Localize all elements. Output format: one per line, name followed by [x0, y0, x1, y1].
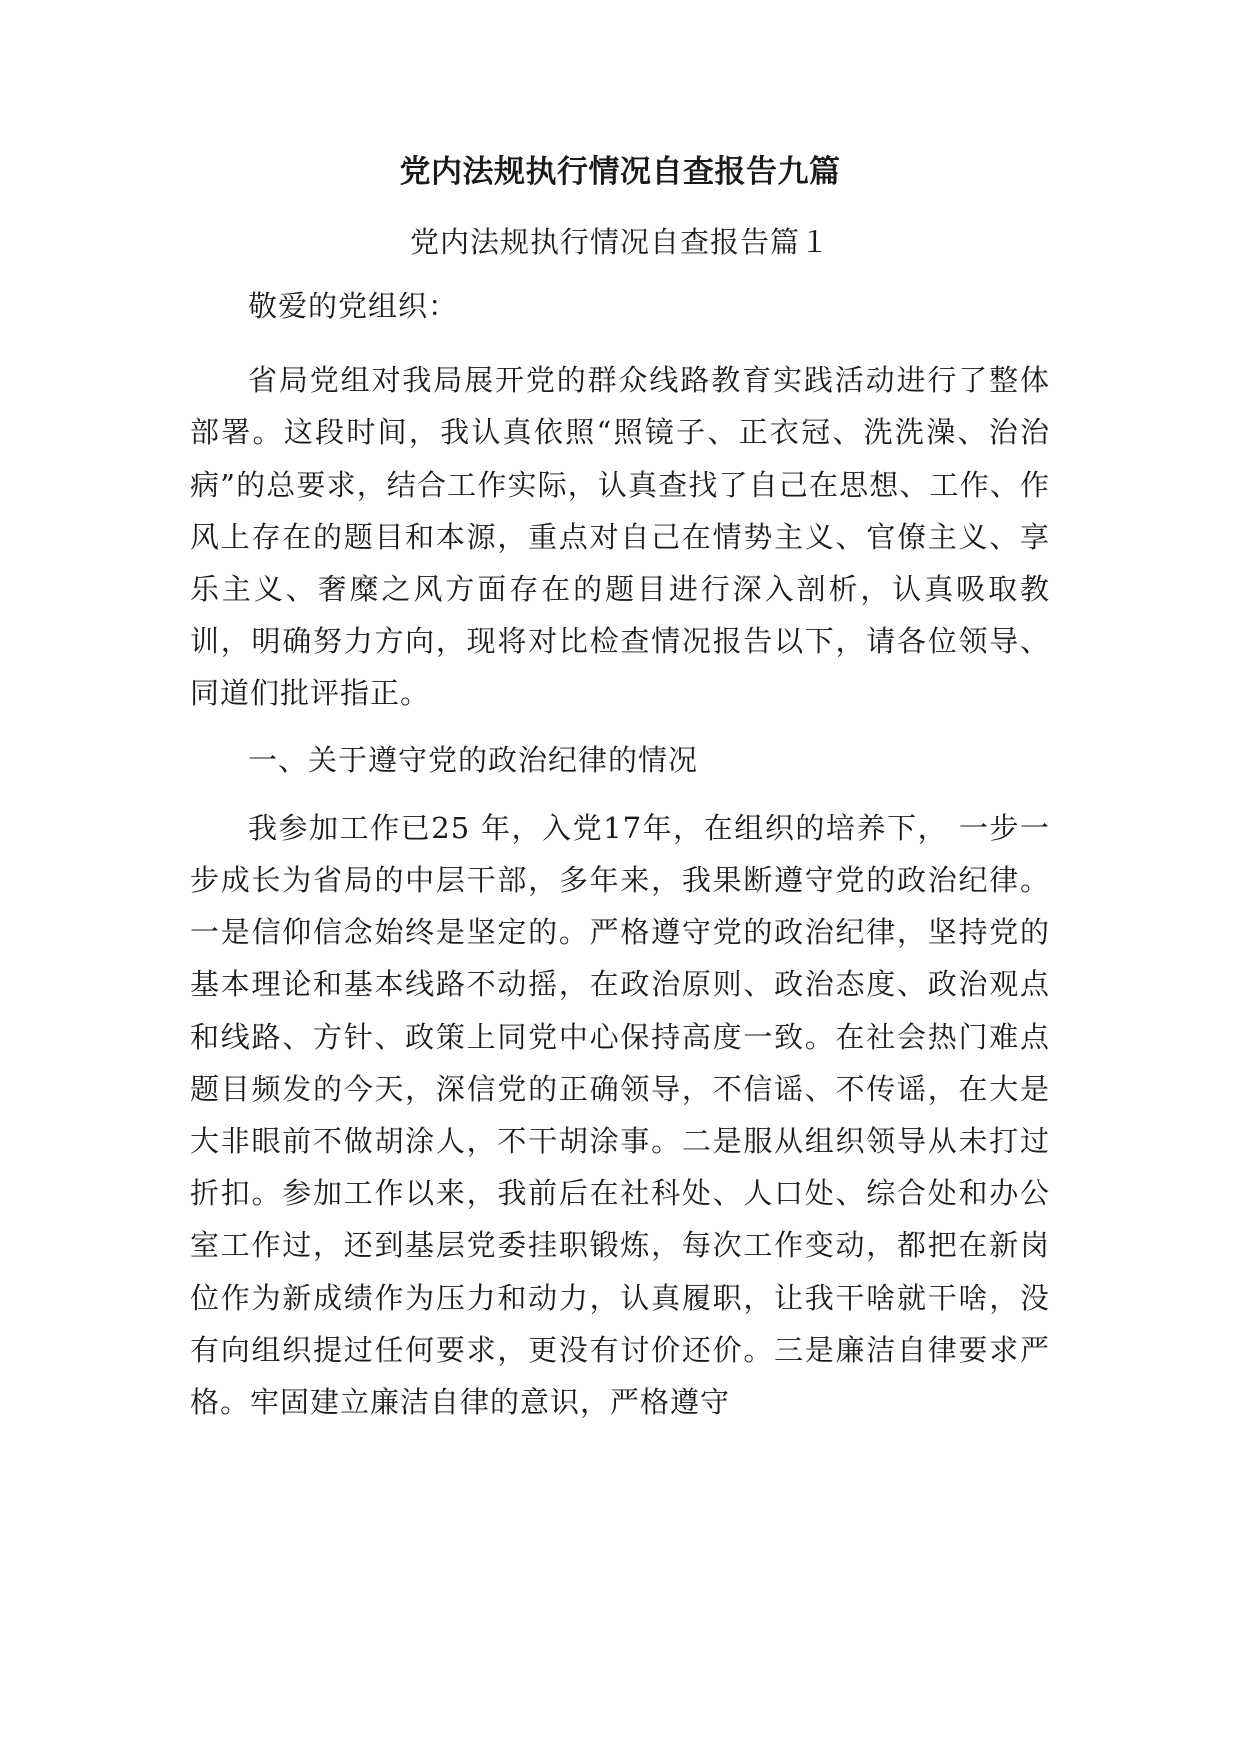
document-title: 党内法规执行情况自查报告九篇 — [399, 154, 841, 190]
salutation: 敬爱的党组织： — [248, 289, 459, 323]
document-body — [190, 280, 1050, 1442]
section-paragraph: 我参加工作已25 年，入党17年，在组织的培养下， 一步一步成长为省局的中层干部，多年来，我果断遵守党的政治纪律。 一是信仰信念始终是坚定的。严格遵守党的政治纪律，坚持党的基本理论和基本线路不动摇，在政治原则、政治态度、政治观点和线路、方针、政策上同党中心保持高度一致。在社会热门难点题目频发的今天，深信党的正确领导，不信谣、不传谣，在大是大非眼前不做胡涂人，不干胡涂事。二是服从组织领导从未打过折扣。参加工作以来，我前后在社科处、人口处、综合处和办公室工作过，还到基层党委挂职锻炼，每次工作变动，都把在新岗位作为新成绩作为压力和动力，认真履职，让我干啥就干啥，没有向组织提过任何要求，更没有讨价还价。三是廉洁自律要求严格。牢固建立廉洁自律的意识，严格遵守 — [190, 810, 1050, 1420]
document-subtitle: 党内法规执行情况自查报告篇１ — [409, 225, 830, 259]
intro-paragraph: 省局党组对我局展开党的群众线路教育实践活动进行了整体部署。这段时间，我认真依照“照镜子、正衣冠、洗洗澡、治治病”的总要求，结合工作实际，认真查找了自己在思想、工作、作风上存在的题目和本源，重点对自己在情势主义、官僚主义、享乐主义、奢糜之风方面存在的题目进行深入剖析，认真吸取教训，明确努力方向，现将对比检查情况报告以下，请各位领导、同道们批评指正。 — [190, 363, 1050, 711]
section-heading: 一、关于遵守党的政治纪律的情况 — [248, 742, 699, 777]
